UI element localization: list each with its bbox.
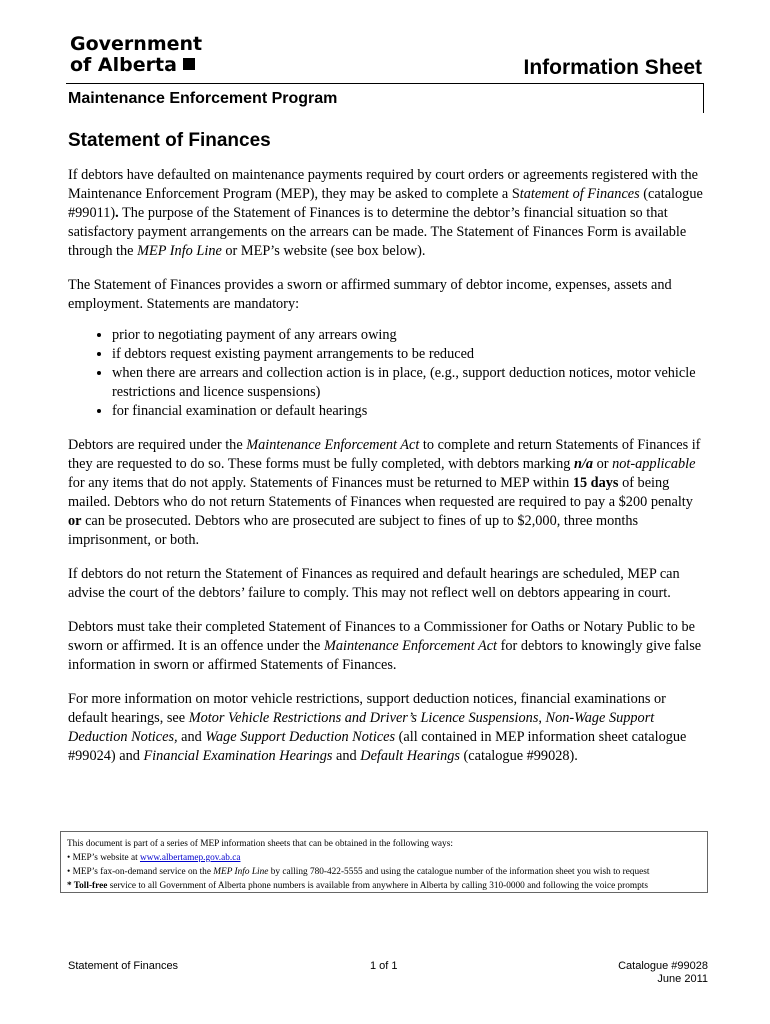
footer-date: June 2011 <box>657 973 708 985</box>
header-rule <box>66 83 704 84</box>
list-item: • if debtors request existing payment arrangements to be reduced <box>112 345 708 364</box>
logo-line-1: Government <box>70 33 203 55</box>
paragraph-4: If debtors do not return the Statement of Finances as required and default hearings are scheduled, MEP can advise the court of the debtors’ failure to comply. This may not reflect well on debtors appearing in court. <box>68 566 680 601</box>
footer-document-name: Statement of Finances <box>68 960 179 972</box>
paragraph-2: The Statement of Finances provides a sworn or affirmed summary of debtor income, expenses, assets and employment. Statements are mandatory: <box>68 277 672 312</box>
logo-line-2: of Alberta <box>70 54 177 76</box>
sheet-type-heading: Information Sheet <box>523 56 702 79</box>
list-item: • when there are arrears and collection action is in place, (e.g., support deduction notices, motor vehicle restrictions and licence suspensions) <box>112 364 708 402</box>
list-item: • prior to negotiating payment of any arrears owing <box>112 326 708 345</box>
page-title: Statement of Finances <box>68 130 271 151</box>
infobox-tollfree-line: * Toll-free service to all Government of Alberta phone numbers is available from anywhere in Alberta by calling 310-0000 and following the voice prompts <box>67 881 648 891</box>
infobox-fax-line: • MEP’s fax-on-demand service on the MEP Info Line by calling 780-422-5555 and using the catalogue number of the information sheet you wish to request <box>67 867 650 877</box>
footer-catalogue <box>618 960 708 986</box>
mandatory-list <box>68 326 708 421</box>
infobox-website-line: • MEP’s website at www.albertamep.gov.ab.ca <box>67 853 241 863</box>
program-name: Maintenance Enforcement Program <box>68 90 338 107</box>
government-of-alberta-logo <box>70 34 202 76</box>
paragraph-3: Debtors are required under the Maintenance Enforcement Act to complete and return Statements of Finances if they are requested to do so. These forms must be fully completed, with debtors marking n/a or not-applicable for any items that do not apply. Statements of Finances must be returned to MEP within 15 days of being mailed. Debtors who do not return Statements of Finances when requested are required to pay a $200 penalty or can be prosecuted. Debtors who are prosecuted are subject to fines of up to $2,000, three months imprisonment, or both. <box>68 437 701 548</box>
infobox-intro: This document is part of a series of MEP information sheets that can be obtained in the following ways: <box>67 839 453 849</box>
paragraph-5: Debtors must take their completed Statement of Finances to a Commissioner for Oaths or Notary Public to be sworn or affirmed. It is an offence under the Maintenance Enforcement Act for debtors to knowingly give false information in sworn or affirmed Statements of Finances. <box>68 619 702 673</box>
mep-website-link[interactable]: www.albertamep.gov.ab.ca <box>139 853 241 863</box>
list-item: • for financial examination or default hearings <box>112 402 708 421</box>
paragraph-6: For more information on motor vehicle restrictions, support deduction notices, financial examinations or default hearings, see Motor Vehicle Restrictions and Driver’s Licence Suspensions, Non-Wage Support Deduction Notices, and Wage Support Deduction Notices (all contained in MEP information sheet catalogue #99024) and Financial Examination Hearings and Default Hearings (catalogue #99028). <box>68 691 687 764</box>
footer-page-number: 1 of 1 <box>370 960 398 972</box>
footer-catalogue-number: Catalogue #99028 <box>618 960 708 972</box>
header-vertical-rule <box>703 83 704 113</box>
paragraph-1: If debtors have defaulted on maintenance payments required by court orders or agreements registered with the Maintenance Enforcement Program (MEP), they may be asked to complete a Statement of Finances (catalogue #99011). The purpose of the Statement of Finances is to determine the debtor’s financial situation so that satisfactory payment arrangements on the arrears can be made. The Statement of Finances Form is available through the MEP Info Line or MEP’s website (see box below). <box>68 167 703 259</box>
logo-square-icon <box>183 58 195 70</box>
info-box <box>60 831 708 893</box>
document-body <box>68 166 708 781</box>
